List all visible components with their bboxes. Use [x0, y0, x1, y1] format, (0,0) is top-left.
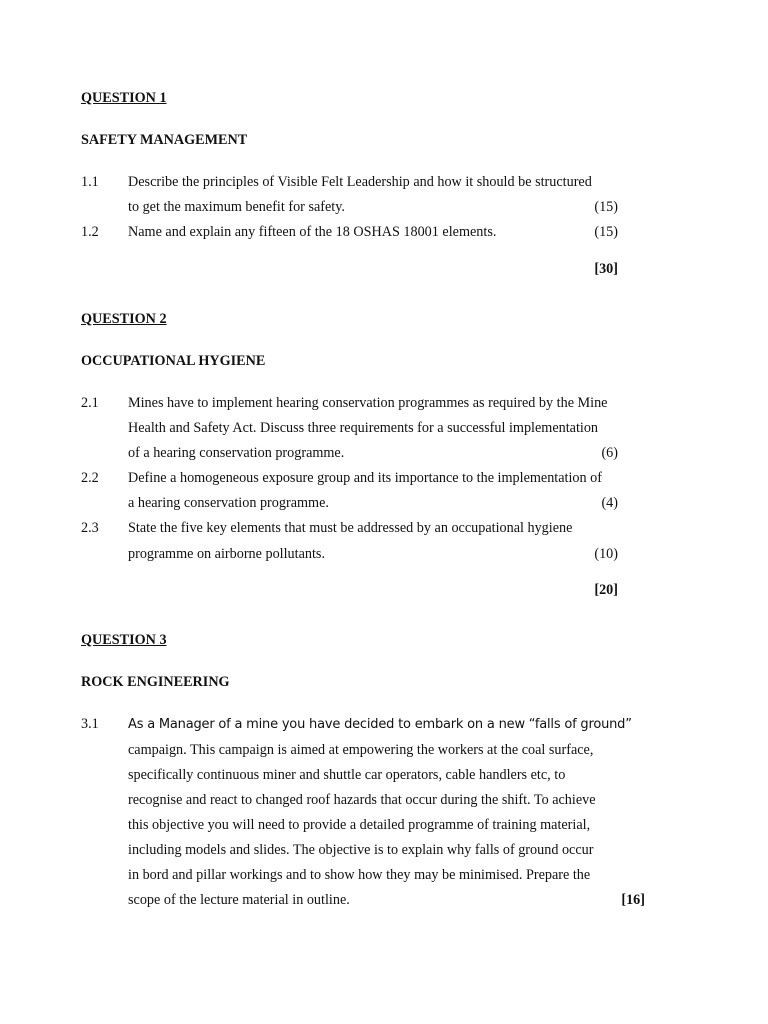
item-number: 1.1: [81, 174, 99, 190]
question-2-total: [20]: [594, 582, 618, 598]
item-marks: (10): [594, 546, 618, 562]
item-text-line: Mines have to implement hearing conservation programmes as required by the Mine: [128, 395, 608, 411]
item-text-line: to get the maximum benefit for safety.: [128, 199, 345, 215]
question-3-subtitle: ROCK ENGINEERING: [81, 674, 230, 690]
item-text-line: Health and Safety Act. Discuss three requirements for a successful implementation: [128, 420, 599, 436]
question-3-total: [16]: [621, 892, 645, 908]
item-marks: (6): [601, 445, 618, 461]
item-text-line: Name and explain any fifteen of the 18 OSHAS 18001 elements.: [128, 224, 497, 240]
item-text-line: programme on airborne pollutants.: [128, 546, 325, 562]
item-text-line: a hearing conservation programme.: [128, 495, 329, 511]
item-text-line: of a hearing conservation programme.: [128, 445, 345, 461]
item-number: 2.3: [81, 520, 99, 536]
item-marks: (15): [594, 199, 618, 215]
item-text-line: in bord and pillar workings and to show how they may be minimised. Prepare the: [128, 867, 591, 883]
item-text-line: As a Manager of a mine you have decided to embark on a new “falls of ground”: [128, 717, 632, 732]
item-text-line: Define a homogeneous exposure group and its importance to the implementation of: [128, 470, 602, 486]
item-text-line: including models and slides. The objective is to explain why falls of ground occur: [128, 842, 594, 858]
item-text-line: this objective you will need to provide a detailed programme of training material,: [128, 817, 591, 833]
question-2-subtitle: OCCUPATIONAL HYGIENE: [81, 353, 266, 369]
item-text-line: Describe the principles of Visible Felt Leadership and how it should be structured: [128, 174, 592, 190]
item-number: 2.2: [81, 470, 99, 486]
question-1-subtitle: SAFETY MANAGEMENT: [81, 132, 248, 148]
question-1-title: QUESTION 1: [81, 90, 167, 106]
item-text-line: State the five key elements that must be addressed by an occupational hygiene: [128, 520, 573, 536]
item-marks: (4): [601, 495, 618, 511]
item-number: 2.1: [81, 395, 99, 411]
item-marks: (15): [594, 224, 618, 240]
item-text-line: specifically continuous miner and shuttle car operators, cable handlers etc, to: [128, 767, 566, 783]
question-2-title: QUESTION 2: [81, 311, 167, 327]
question-3-title: QUESTION 3: [81, 632, 167, 648]
item-number: 3.1: [81, 716, 99, 732]
question-1-total: [30]: [594, 261, 618, 277]
item-text-line: recognise and react to changed roof hazards that occur during the shift. To achieve: [128, 792, 596, 808]
item-text-line: scope of the lecture material in outline.: [128, 892, 350, 908]
item-number: 1.2: [81, 224, 99, 240]
item-text-line: campaign. This campaign is aimed at empowering the workers at the coal surface,: [128, 742, 594, 758]
